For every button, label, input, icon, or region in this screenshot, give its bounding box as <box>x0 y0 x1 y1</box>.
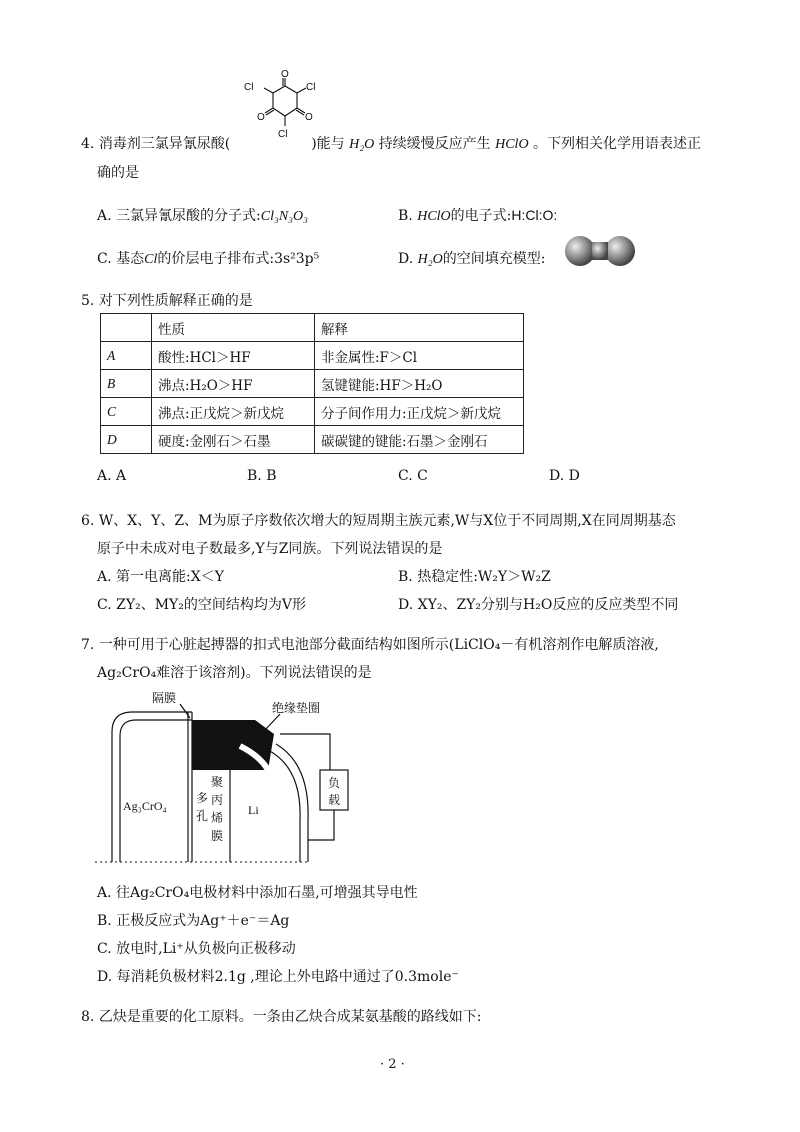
table-header-cell: 解释 <box>315 314 524 342</box>
q7-option-d: D. 每消耗负极材料2.1g ,理论上外电路中通过了0.3mole⁻ <box>97 969 459 985</box>
table-cell: 碳碳键的键能:石墨＞金刚石 <box>315 426 524 454</box>
q4-text-d: 。下列相关化学用语表述正 <box>533 136 702 152</box>
q5-option-c: C. C <box>398 468 428 484</box>
q4-number: 4. <box>81 136 95 152</box>
q7-line1: 一种可用于心脏起搏器的扣式电池部分截面结构如图所示(LiClO₄－有机溶剂作电解质溶液, <box>98 637 659 653</box>
q4-option-d-text: 的空间填充模型: <box>442 251 546 267</box>
gasket-label: 绝缘垫圈 <box>272 701 321 715</box>
q7-option-b: B. 正极反应式为Ag⁺＋e⁻＝Ag <box>97 913 290 929</box>
q5-text: 对下列性质解释正确的是 <box>98 293 253 309</box>
q4-option-a-formula: Cl₃N₃O₃ <box>260 209 309 224</box>
film-label-char: 烯 <box>211 811 224 825</box>
table-cell: C <box>101 398 152 426</box>
struct-cl-bottom: Cl <box>278 129 288 140</box>
table-cell: 氢键键能:HF＞H₂O <box>315 370 524 398</box>
q6-option-d: D. XY₂、ZY₂分别与H₂O反应的反应类型不同 <box>398 597 679 613</box>
q4-option-c-label: C. 基态 <box>97 251 145 267</box>
q8-stem <box>81 1006 482 1026</box>
q5-option-d: D. D <box>549 468 580 484</box>
q4-hclo: HClO <box>495 137 529 152</box>
q6-option-b: B. 热稳定性:W₂Y＞W₂Z <box>398 569 551 585</box>
q4-option-b-formula: HClO <box>417 209 451 224</box>
q4-option-a <box>97 205 308 225</box>
q4-text-c: 持续缓慢反应产生 <box>378 136 491 152</box>
q4-text-a: 消毒剂三氯异氰尿酸( <box>98 136 231 152</box>
q4-stem-line1 <box>81 133 701 153</box>
q7-number: 7. <box>81 637 95 653</box>
q4-text-b: )能与 <box>311 136 345 152</box>
separator-label: 隔膜 <box>152 691 177 705</box>
film-label-char: 膜 <box>211 829 224 843</box>
film-label-char: 丙 <box>211 793 224 807</box>
page-number: · 2 · <box>380 1057 405 1072</box>
q4-h2o: H₂O <box>349 137 375 152</box>
table-row <box>101 370 524 398</box>
table-row <box>101 426 524 454</box>
q7-option-c: C. 放电时,Li⁺从负极向正极移动 <box>97 941 296 957</box>
q7-stem-line1 <box>81 634 659 654</box>
q4-option-c-cl: Cl <box>144 252 158 267</box>
load-label-char: 负 <box>328 776 341 790</box>
q5-table <box>100 313 524 454</box>
table-cell: 酸性:HCl＞HF <box>152 342 315 370</box>
table-cell: 非金属性:F＞Cl <box>315 342 524 370</box>
struct-o-left: O <box>257 112 265 123</box>
q4-option-b-text: 的电子式: <box>450 208 512 224</box>
table-header-cell: 性质 <box>152 314 315 342</box>
struct-o-top: O <box>281 69 289 80</box>
struct-cl-left: Cl <box>244 82 254 93</box>
film-label-char: 多 <box>196 791 209 805</box>
table-header-cell <box>101 314 152 342</box>
q4-option-d <box>398 248 545 268</box>
q8-number: 8. <box>81 1009 95 1025</box>
table-cell: 沸点:正戊烷＞新戊烷 <box>152 398 315 426</box>
table-cell: D <box>101 426 152 454</box>
q5-number: 5. <box>81 293 95 309</box>
q4-option-c-text: 的价层电子排布式:3s²3p⁵ <box>157 251 320 267</box>
q8-text: 乙炔是重要的化工原料。一条由乙炔合成某氨基酸的路线如下: <box>98 1009 482 1025</box>
q4-option-c <box>97 248 319 268</box>
q5-option-b: B. B <box>247 468 277 484</box>
load-label-char: 载 <box>328 793 341 807</box>
q7-option-a: A. 往Ag₂CrO₄电极材料中添加石墨,可增强其导电性 <box>97 885 418 901</box>
table-cell: A <box>101 342 152 370</box>
struct-cl-right: Cl <box>306 82 316 93</box>
table-cell: 沸点:H₂O＞HF <box>152 370 315 398</box>
film-label-char: 聚 <box>211 775 224 789</box>
q6-stem-line1 <box>81 510 676 530</box>
q4-stem-line2: 确的是 <box>97 165 139 181</box>
film-label-char: 孔 <box>196 809 209 823</box>
q6-option-c: C. ZY₂、MY₂的空间结构均为V形 <box>97 597 306 613</box>
button-battery-diagram <box>90 690 370 870</box>
q4-option-b-label: B. <box>398 208 418 224</box>
space-filling-model-icon <box>562 234 638 268</box>
table-cell: 硬度:金刚石＞石墨 <box>152 426 315 454</box>
cathode-label: Ag₃CrO₄ <box>123 799 167 813</box>
anode-label: Li <box>248 803 259 817</box>
struct-o-right: O <box>305 112 313 123</box>
q4-option-a-label: A. 三氯异氰尿酸的分子式: <box>97 208 261 224</box>
q7-stem-line2: Ag₂CrO₄难溶于该溶剂)。下列说法错误的是 <box>97 665 372 681</box>
q5-stem <box>81 290 253 310</box>
table-cell: B <box>101 370 152 398</box>
table-header-row <box>101 314 524 342</box>
table-row <box>101 342 524 370</box>
q6-option-a: A. 第一电离能:X＜Y <box>97 569 224 585</box>
q6-line1: W、X、Y、Z、M为原子序数依次增大的短周期主族元素,W与X位于不同周期,X在同周期基态 <box>98 513 676 529</box>
q4-option-b-electron-dot: H:Cl:O: <box>511 207 558 223</box>
table-cell: 分子间作用力:正戊烷＞新戊烷 <box>315 398 524 426</box>
q5-option-a: A. A <box>97 468 127 484</box>
q4-option-d-h2o: H₂O <box>417 252 443 267</box>
q6-stem-line2: 原子中未成对电子数最多,Y与Z同族。下列说法错误的是 <box>97 541 443 557</box>
q4-option-b <box>398 205 557 225</box>
table-row <box>101 398 524 426</box>
q4-option-d-label: D. <box>398 251 418 267</box>
q6-number: 6. <box>81 513 95 529</box>
